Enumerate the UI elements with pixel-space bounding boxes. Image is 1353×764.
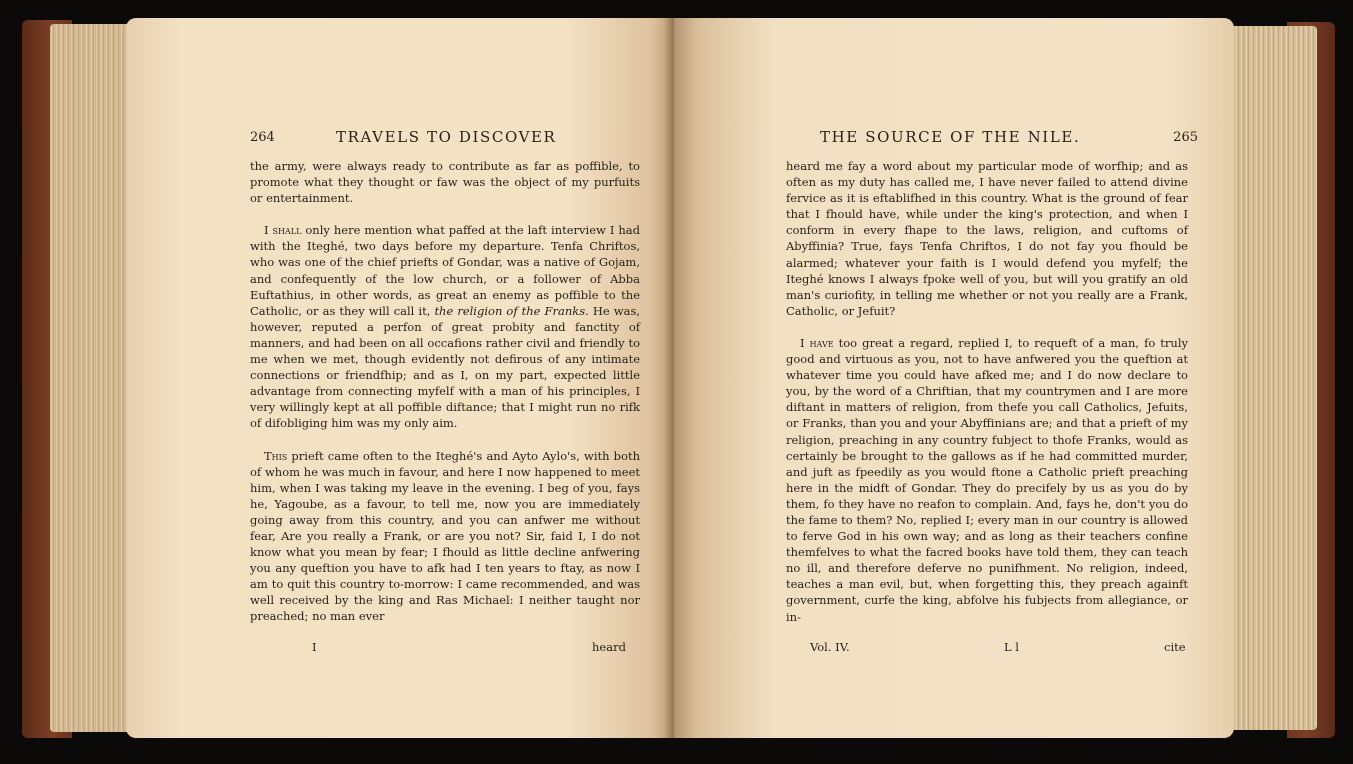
right-catchword: cite	[1164, 640, 1186, 654]
paragraph: heard me fay a word about my particular mode of worfhip; and as often as my duty has called me, I have never failed to attend divine fervice as it is eftablifhed in this country. What is the ground of fear that I fhould have, while under the king's protection, and when I conform in every fhape to the laws, religion, and cuftoms of Abyffinia? True, fays Tenfa Chriftos, I do not fay you fhould be alarmed; whatever your faith is I would defend you myfelf; the Iteghé knows I always fpoke well of you, but will you gratify an old man's curiofity, in telling me whether or not you really are a Frank, Catholic, or Jefuit?	[786, 159, 1188, 318]
right-page-number: 265	[1173, 130, 1198, 145]
left-page	[126, 18, 674, 738]
paragraph: This prieft came often to the Iteghé's and Ayto Aylo's, with both of whom he was much in favour, and here I now happened to meet him, when I was taking my leave in the evening. I beg of you, fays he, Yagoube, as a favour, to tell me, now you are immediately going away from this country, and you can anfwer me without fear, Are you really a Frank, or are you not? Sir, faid I, I do not know what you mean by fear; I fhould as little decline anfwering you any queftion you have to afk had I ten years to ftay, as now I am to quit this country to-morrow: I came recommended, and was well received by the king and Ras Michael: I neither taught nor preached; no man ever	[250, 448, 640, 624]
page-edges-left	[50, 24, 136, 732]
volume-label: Vol. IV.	[810, 640, 850, 654]
right-head-title: THE SOURCE OF THE NILE.	[820, 128, 1081, 146]
page-edges-right	[1225, 26, 1317, 730]
right-page-text	[786, 158, 1188, 625]
paragraph: I have too great a regard, replied I, to requeft of a man, fo truly good and virtuous as you, not to have anfwered you the queftion at whatever time you could have afked me; and I do now declare to you, by the word of a Chriftian, that my countrymen and I are more diftant in matters of religion, from thefe you call Catholics, Jefuits, or Franks, than you and your Abyffinians are; and that a prieft of my religion, preaching in any country fubject to thofe Franks, would as certainly be brought to the gallows as if he had committed murder, and juft as fpeedily as you would ftone a Catholic prieft preaching here in the midft of Gondar. They do precifely by us as you do by them, fo they have no reafon to complain. And, fays he, don't you do the fame to them? No, replied I; every man in our country is allowed to ferve God in his own way; and as long as their teachers confine themfelves to what the facred books have told them, they can teach no ill, and therefore deferve no punifhment. No religion, indeed, teaches a man evil, but, when forgetting this, they preach againft government, curfe the king, abfolve his fubjects from allegiance, or in-	[786, 335, 1189, 624]
left-head-title: TRAVELS TO DISCOVER	[336, 128, 557, 146]
right-running-head	[804, 128, 1198, 152]
left-running-head	[250, 128, 640, 152]
right-signature-mark: L l	[1004, 640, 1019, 654]
left-page-number: 264	[250, 130, 275, 145]
left-page-text	[250, 158, 640, 625]
paragraph: I shall only here mention what paffed at the laft interview I had with the Iteghé, two days before my departure. Tenfa Chriftos, who was one of the chief priefts of Gondar, was a native of Gojam, and confequently of the low church, or a follower of Abba Euftathius, in other words, as great an enemy as poffible to the Catholic, or as they will call it, the religion of the Franks. He was, however, reputed a perfon of great probity and fanctity of manners, and had been on all occafions rather civil and friendly to me when we met, though evidently not defirous of any intimate connections or friendfhip; and as I, on my part, expected little advantage from connecting myfelf with a man of his principles, I very willingly kept at all poffible diftance; that I might run no rifk of difobliging him was my only aim.	[250, 223, 640, 431]
right-page	[674, 18, 1234, 738]
left-catchword: heard	[592, 640, 626, 654]
left-signature-mark: I	[312, 640, 317, 654]
paragraph: the army, were always ready to contribute as far as poffible, to promote what they thought or faw was the object of my purfuits or entertainment.	[250, 159, 640, 206]
